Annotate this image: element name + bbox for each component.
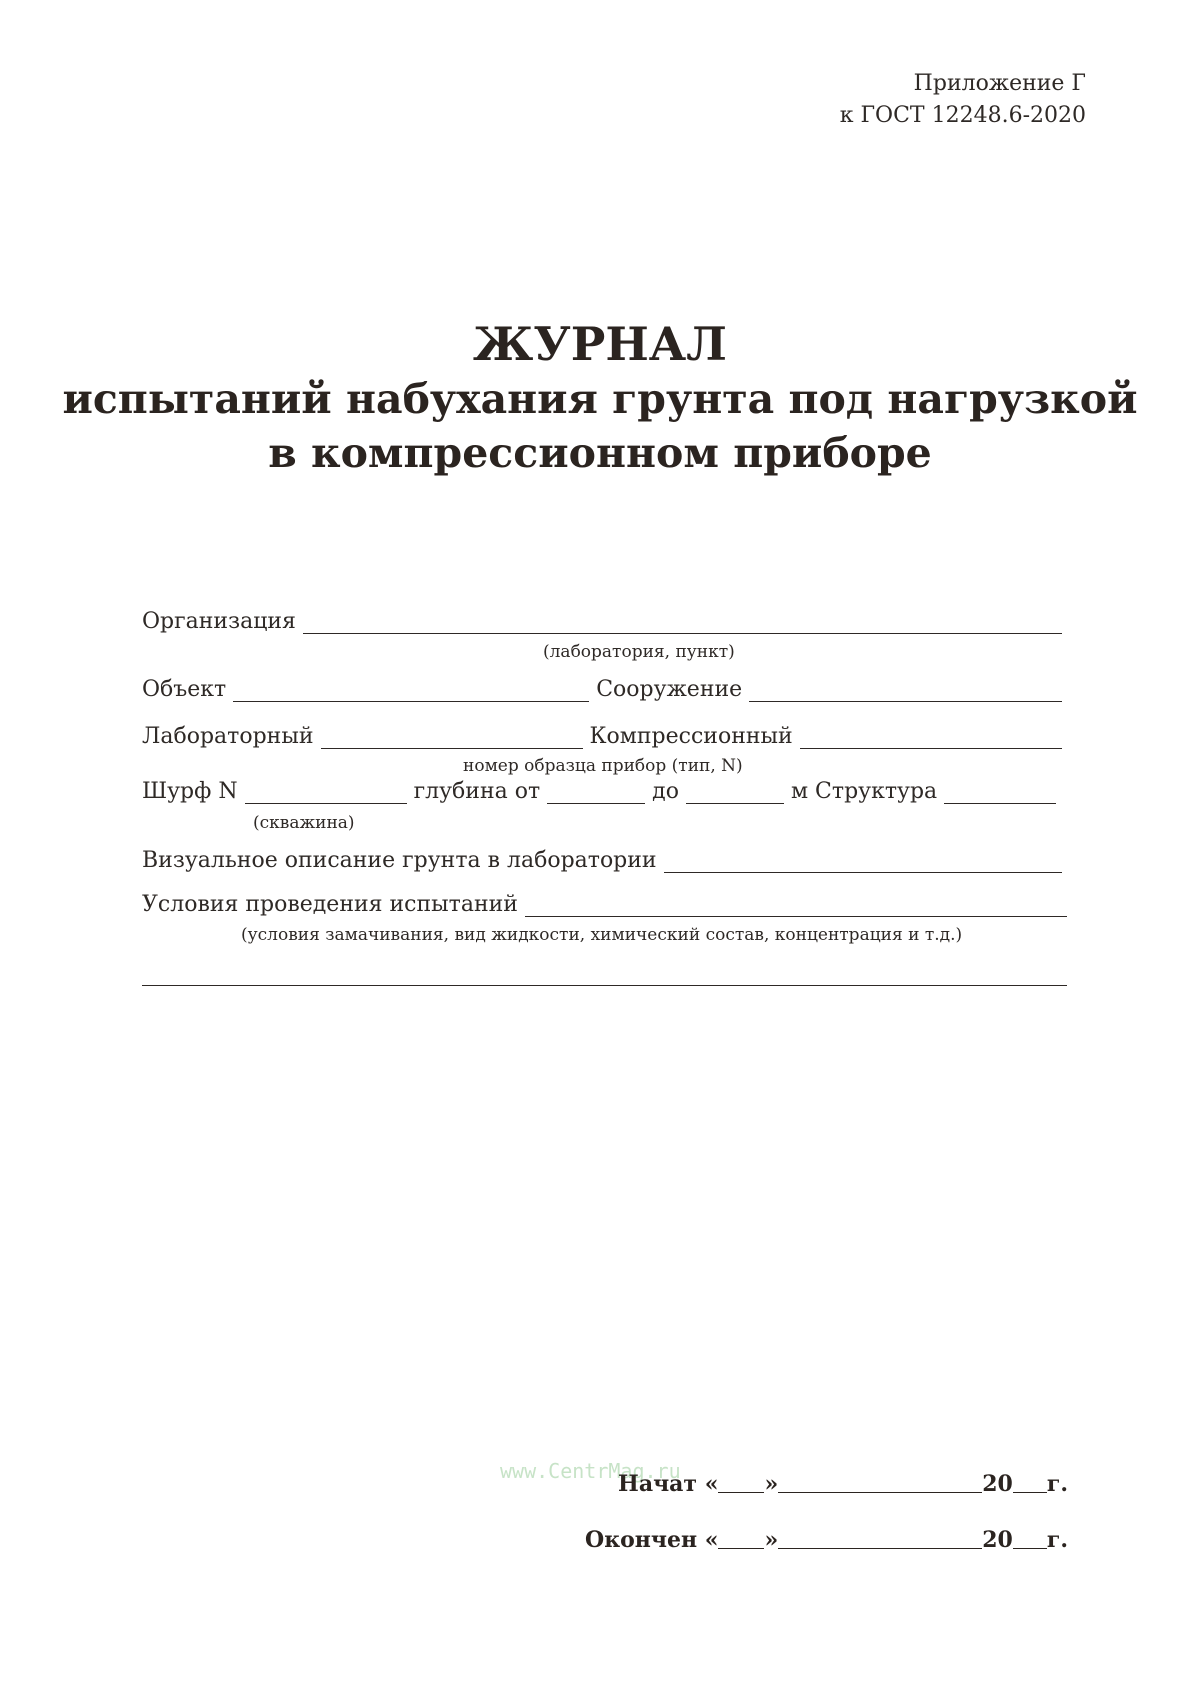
title-line-2: испытаний набухания грунта под нагрузкой — [62, 375, 1138, 423]
depth-to-label: до — [652, 779, 679, 804]
started-month-field[interactable] — [778, 1470, 982, 1493]
finished-day-field[interactable] — [718, 1526, 764, 1549]
started-quote-close: » — [764, 1471, 779, 1497]
started-label: Начат « — [618, 1471, 719, 1497]
visual-label: Визуальное описание грунта в лаборатории — [142, 848, 657, 873]
appendix-line-2: к ГОСТ 12248.6-2020 — [839, 103, 1086, 128]
started-date-row — [618, 1470, 1068, 1497]
conditions-field[interactable] — [525, 892, 1067, 917]
finished-quote-close: » — [764, 1527, 779, 1553]
pit-row — [142, 776, 1062, 808]
lab-hint: номер образца прибор (тип, N) — [463, 756, 743, 776]
conditions-row — [142, 889, 1067, 921]
depth-to-field[interactable] — [686, 779, 784, 804]
finished-month-field[interactable] — [778, 1526, 982, 1549]
conditions-hint: (условия замачивания, вид жидкости, химический состав, концентрация и т.д.) — [241, 925, 963, 945]
journal-title — [0, 316, 1200, 480]
structure-label: Сооружение — [596, 677, 743, 702]
started-day-field[interactable] — [718, 1470, 764, 1493]
object-row — [142, 674, 1062, 706]
pit-hint: (скважина) — [253, 813, 355, 833]
pit-label: Шурф N — [142, 779, 238, 804]
conditions-extra-field[interactable] — [142, 985, 1067, 986]
sample-number-field[interactable] — [321, 724, 583, 749]
finished-year-prefix: 20 — [982, 1527, 1013, 1553]
organization-label: Организация — [142, 609, 296, 634]
structure2-field[interactable] — [944, 779, 1056, 804]
title-line-1: ЖУРНАЛ — [473, 317, 727, 371]
started-year-prefix: 20 — [982, 1471, 1013, 1497]
visual-field[interactable] — [664, 848, 1062, 873]
started-year-field[interactable] — [1013, 1470, 1047, 1493]
started-year-suffix: г. — [1046, 1471, 1068, 1497]
finished-year-suffix: г. — [1046, 1527, 1068, 1553]
depth-from-field[interactable] — [547, 779, 645, 804]
organization-field[interactable] — [303, 609, 1062, 634]
finished-label: Окончен « — [585, 1527, 719, 1553]
finished-date-row — [585, 1526, 1068, 1553]
organization-hint: (лаборатория, пункт) — [543, 642, 735, 662]
depth-from-label: глубина от — [413, 779, 541, 804]
visual-row — [142, 845, 1062, 877]
object-label: Объект — [142, 677, 227, 702]
pit-field[interactable] — [245, 779, 407, 804]
appendix-reference — [840, 68, 1086, 132]
appendix-line-1: Приложение Г — [913, 71, 1086, 96]
structure-field[interactable] — [749, 677, 1062, 702]
finished-year-field[interactable] — [1013, 1526, 1047, 1549]
title-line-3: в компрессионном приборе — [268, 429, 932, 477]
structure2-label: м Структура — [790, 779, 938, 804]
watermark: www.CentrMag.ru — [500, 1459, 681, 1483]
conditions-label: Условия проведения испытаний — [142, 892, 518, 917]
compression-label: Компрессионный — [589, 724, 793, 749]
lab-label: Лабораторный — [142, 724, 314, 749]
device-field[interactable] — [800, 724, 1062, 749]
object-field[interactable] — [233, 677, 589, 702]
lab-row — [142, 721, 1062, 753]
organization-row — [142, 606, 1062, 638]
